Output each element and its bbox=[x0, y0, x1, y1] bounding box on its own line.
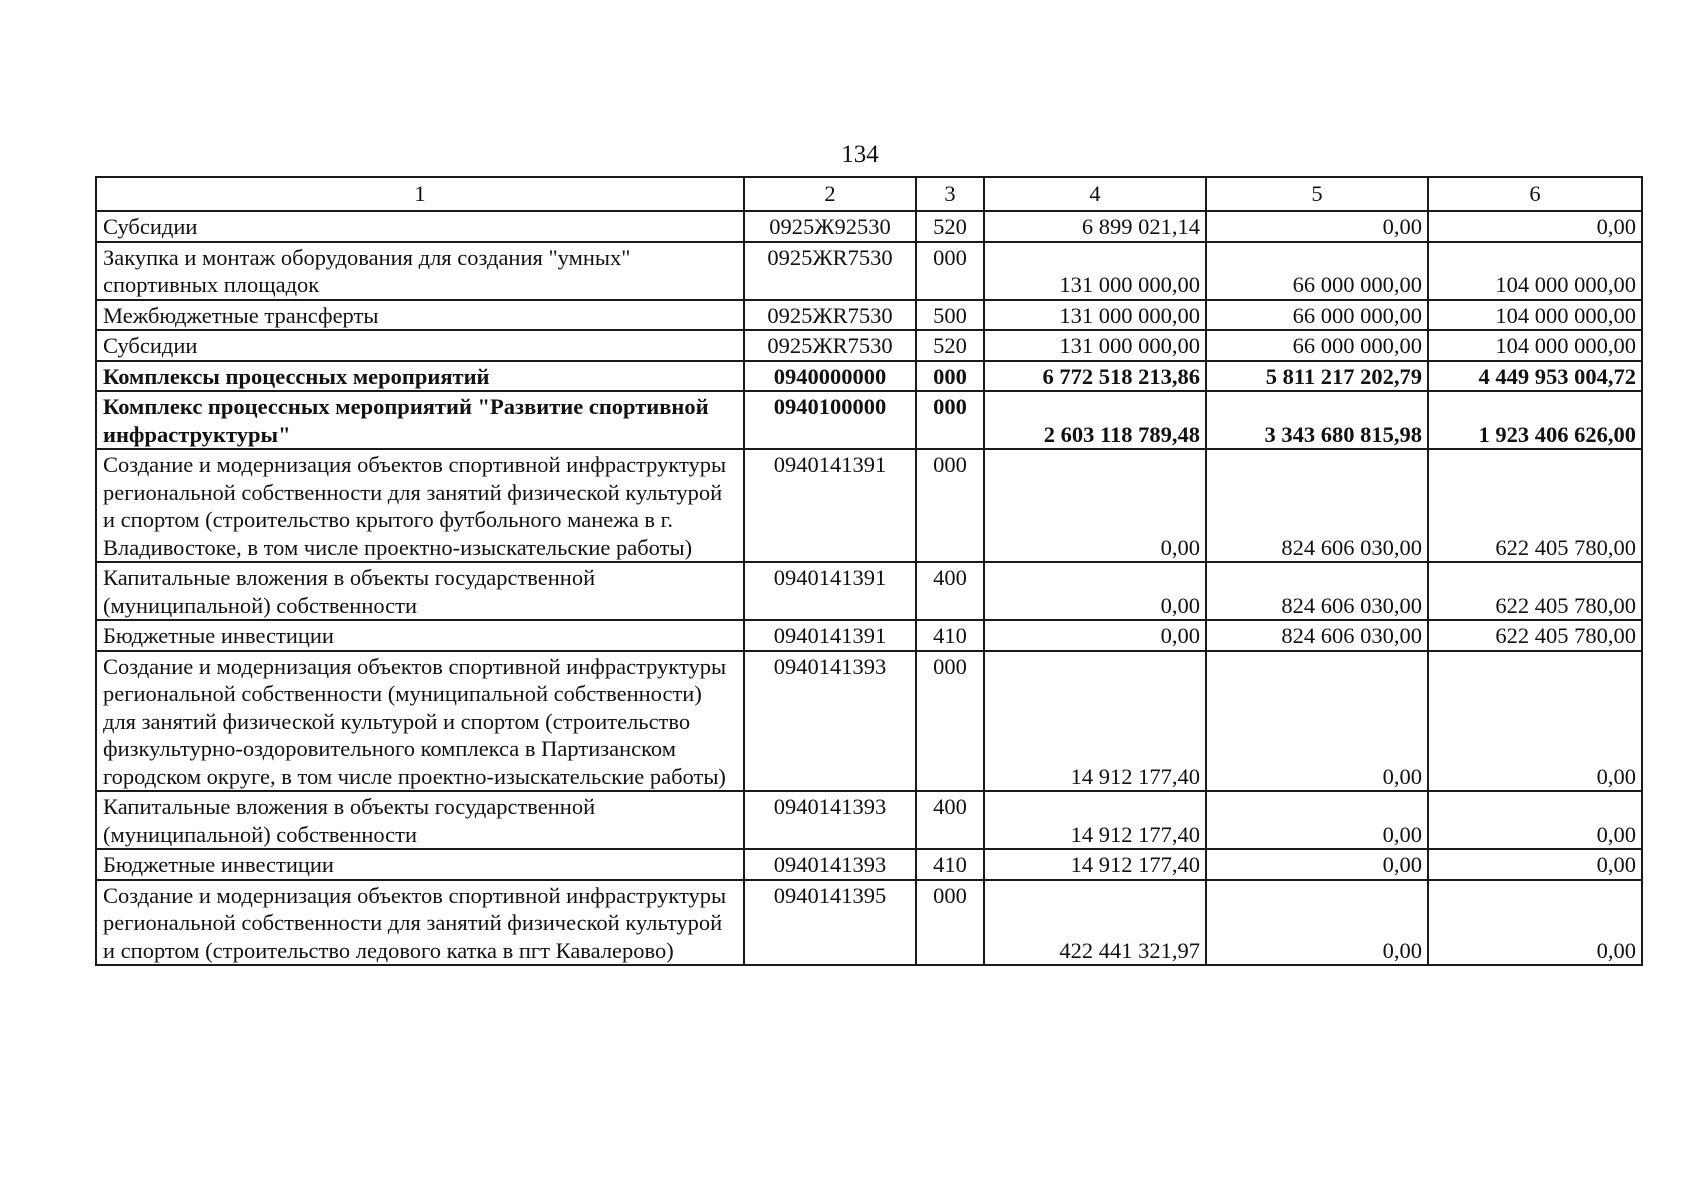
amount-col4-cell: 131 000 000,00 bbox=[984, 300, 1206, 331]
table-row bbox=[96, 361, 1642, 392]
amount-col4-cell: 14 912 177,40 bbox=[984, 791, 1206, 849]
row-name-cell: Создание и модернизация объектов спортивной инфраструктуры региональной собственности для занятий физической культурой и спортом (строительство крытого футбольного манежа в г. Владивостоке, в том числе проектно-изыскательские работы) bbox=[96, 449, 744, 562]
table-row bbox=[96, 300, 1642, 331]
row-name-cell: Субсидии bbox=[96, 211, 744, 242]
expense-type-cell: 400 bbox=[916, 562, 984, 620]
amount-col4-cell: 6 899 021,14 bbox=[984, 211, 1206, 242]
row-name-cell: Создание и модернизация объектов спортивной инфраструктуры региональной собственности (муниципальной собственности) для занятий физической культурой и спортом (строительство физкультурно-оздоровительного комплекса в Партизанском городском округе, в том числе проектно-изыскательские работы) bbox=[96, 651, 744, 792]
amount-col6-cell: 0,00 bbox=[1428, 849, 1642, 880]
target-code-cell: 0940100000 bbox=[744, 391, 916, 449]
amount-col4-cell: 0,00 bbox=[984, 562, 1206, 620]
expense-type-cell: 000 bbox=[916, 880, 984, 966]
amount-col6-cell: 622 405 780,00 bbox=[1428, 562, 1642, 620]
table-row bbox=[96, 880, 1642, 966]
amount-col5-cell: 0,00 bbox=[1206, 791, 1428, 849]
amount-col5-cell: 3 343 680 815,98 bbox=[1206, 391, 1428, 449]
amount-col6-cell: 104 000 000,00 bbox=[1428, 300, 1642, 331]
table-row bbox=[96, 242, 1642, 300]
table-row bbox=[96, 849, 1642, 880]
target-code-cell: 0925ЖR7530 bbox=[744, 330, 916, 361]
expense-type-cell: 000 bbox=[916, 651, 984, 792]
amount-col5-cell: 0,00 bbox=[1206, 651, 1428, 792]
row-name-cell: Капитальные вложения в объекты государственной (муниципальной) собственности bbox=[96, 791, 744, 849]
expense-type-cell: 520 bbox=[916, 330, 984, 361]
target-code-cell: 0940141395 bbox=[744, 880, 916, 966]
expense-type-cell: 500 bbox=[916, 300, 984, 331]
row-name-cell: Создание и модернизация объектов спортивной инфраструктуры региональной собственности для занятий физической культурой и спортом (строительство ледового катка в пгт Кавалерово) bbox=[96, 880, 744, 966]
budget-table bbox=[95, 176, 1643, 966]
target-code-cell: 0940141393 bbox=[744, 791, 916, 849]
amount-col6-cell: 0,00 bbox=[1428, 651, 1642, 792]
row-name-cell: Бюджетные инвестиции bbox=[96, 620, 744, 651]
expense-type-cell: 000 bbox=[916, 391, 984, 449]
target-code-cell: 0940141391 bbox=[744, 562, 916, 620]
amount-col6-cell: 104 000 000,00 bbox=[1428, 242, 1642, 300]
target-code-cell: 0925ЖR7530 bbox=[744, 300, 916, 331]
amount-col5-cell: 824 606 030,00 bbox=[1206, 620, 1428, 651]
amount-col4-cell: 422 441 321,97 bbox=[984, 880, 1206, 966]
column-header: 5 bbox=[1206, 177, 1428, 211]
expense-type-cell: 000 bbox=[916, 242, 984, 300]
amount-col5-cell: 66 000 000,00 bbox=[1206, 242, 1428, 300]
amount-col4-cell: 6 772 518 213,86 bbox=[984, 361, 1206, 392]
target-code-cell: 0925Ж92530 bbox=[744, 211, 916, 242]
column-header: 2 bbox=[744, 177, 916, 211]
table-row bbox=[96, 449, 1642, 562]
amount-col4-cell: 131 000 000,00 bbox=[984, 242, 1206, 300]
expense-type-cell: 410 bbox=[916, 620, 984, 651]
column-header: 3 bbox=[916, 177, 984, 211]
table-row bbox=[96, 391, 1642, 449]
table-row bbox=[96, 651, 1642, 792]
row-name-cell: Комплексы процессных мероприятий bbox=[96, 361, 744, 392]
table-row bbox=[96, 791, 1642, 849]
amount-col6-cell: 104 000 000,00 bbox=[1428, 330, 1642, 361]
amount-col6-cell: 1 923 406 626,00 bbox=[1428, 391, 1642, 449]
amount-col5-cell: 5 811 217 202,79 bbox=[1206, 361, 1428, 392]
target-code-cell: 0925ЖR7530 bbox=[744, 242, 916, 300]
amount-col6-cell: 0,00 bbox=[1428, 791, 1642, 849]
table-row bbox=[96, 562, 1642, 620]
row-name-cell: Бюджетные инвестиции bbox=[96, 849, 744, 880]
amount-col4-cell: 14 912 177,40 bbox=[984, 651, 1206, 792]
column-header: 4 bbox=[984, 177, 1206, 211]
row-name-cell: Закупка и монтаж оборудования для создания "умных" спортивных площадок bbox=[96, 242, 744, 300]
target-code-cell: 0940141391 bbox=[744, 449, 916, 562]
target-code-cell: 0940141391 bbox=[744, 620, 916, 651]
row-name-cell: Капитальные вложения в объекты государственной (муниципальной) собственности bbox=[96, 562, 744, 620]
amount-col4-cell: 14 912 177,40 bbox=[984, 849, 1206, 880]
amount-col5-cell: 66 000 000,00 bbox=[1206, 330, 1428, 361]
amount-col6-cell: 622 405 780,00 bbox=[1428, 449, 1642, 562]
amount-col6-cell: 4 449 953 004,72 bbox=[1428, 361, 1642, 392]
target-code-cell: 0940141393 bbox=[744, 651, 916, 792]
amount-col4-cell: 0,00 bbox=[984, 449, 1206, 562]
page-number: 134 bbox=[841, 141, 879, 168]
amount-col5-cell: 66 000 000,00 bbox=[1206, 300, 1428, 331]
amount-col6-cell: 0,00 bbox=[1428, 880, 1642, 966]
table-row bbox=[96, 211, 1642, 242]
table-row bbox=[96, 330, 1642, 361]
amount-col5-cell: 824 606 030,00 bbox=[1206, 562, 1428, 620]
amount-col6-cell: 0,00 bbox=[1428, 211, 1642, 242]
amount-col4-cell: 2 603 118 789,48 bbox=[984, 391, 1206, 449]
amount-col5-cell: 824 606 030,00 bbox=[1206, 449, 1428, 562]
amount-col5-cell: 0,00 bbox=[1206, 211, 1428, 242]
amount-col5-cell: 0,00 bbox=[1206, 880, 1428, 966]
expense-type-cell: 520 bbox=[916, 211, 984, 242]
expense-type-cell: 400 bbox=[916, 791, 984, 849]
target-code-cell: 0940000000 bbox=[744, 361, 916, 392]
target-code-cell: 0940141393 bbox=[744, 849, 916, 880]
row-name-cell: Комплекс процессных мероприятий "Развитие спортивной инфраструктуры" bbox=[96, 391, 744, 449]
column-header: 6 bbox=[1428, 177, 1642, 211]
table-row bbox=[96, 620, 1642, 651]
expense-type-cell: 000 bbox=[916, 361, 984, 392]
amount-col5-cell: 0,00 bbox=[1206, 849, 1428, 880]
row-name-cell: Субсидии bbox=[96, 330, 744, 361]
amount-col4-cell: 0,00 bbox=[984, 620, 1206, 651]
expense-type-cell: 000 bbox=[916, 449, 984, 562]
table-header-row bbox=[96, 177, 1642, 211]
amount-col6-cell: 622 405 780,00 bbox=[1428, 620, 1642, 651]
amount-col4-cell: 131 000 000,00 bbox=[984, 330, 1206, 361]
expense-type-cell: 410 bbox=[916, 849, 984, 880]
row-name-cell: Межбюджетные трансферты bbox=[96, 300, 744, 331]
column-header: 1 bbox=[96, 177, 744, 211]
